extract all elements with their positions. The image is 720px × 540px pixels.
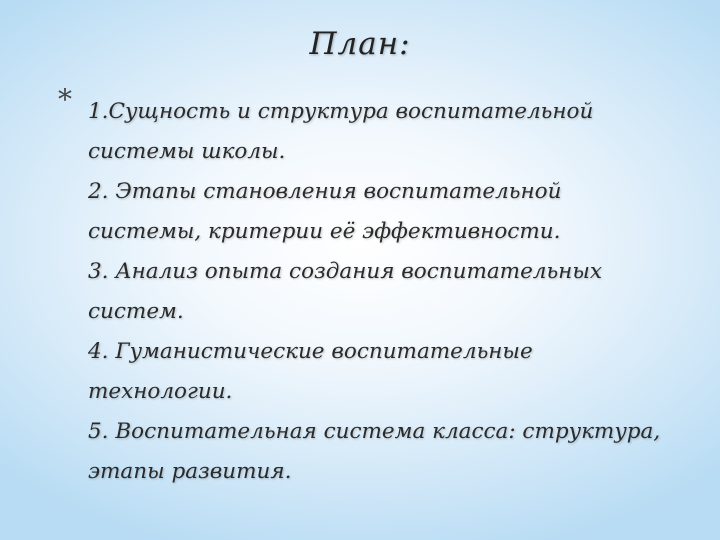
- plan-item-5: 5. Воспитательная система класса: структура, этапы развития.: [88, 419, 661, 484]
- plan-item-4: 4. Гуманистические воспитательные технологии.: [88, 339, 533, 404]
- plan-item-1: 1.Сущность и структура воспитательной системы школы.: [88, 99, 594, 164]
- plan-list: [88, 92, 678, 492]
- slide-title: План:: [309, 26, 411, 62]
- plan-item-2: 2. Этапы становления воспитательной системы, критерии её эффективности.: [88, 179, 562, 244]
- bullet-asterisk-icon: *: [58, 83, 72, 116]
- plan-item-3: 3. Анализ опыта создания воспитательных систем.: [88, 259, 602, 324]
